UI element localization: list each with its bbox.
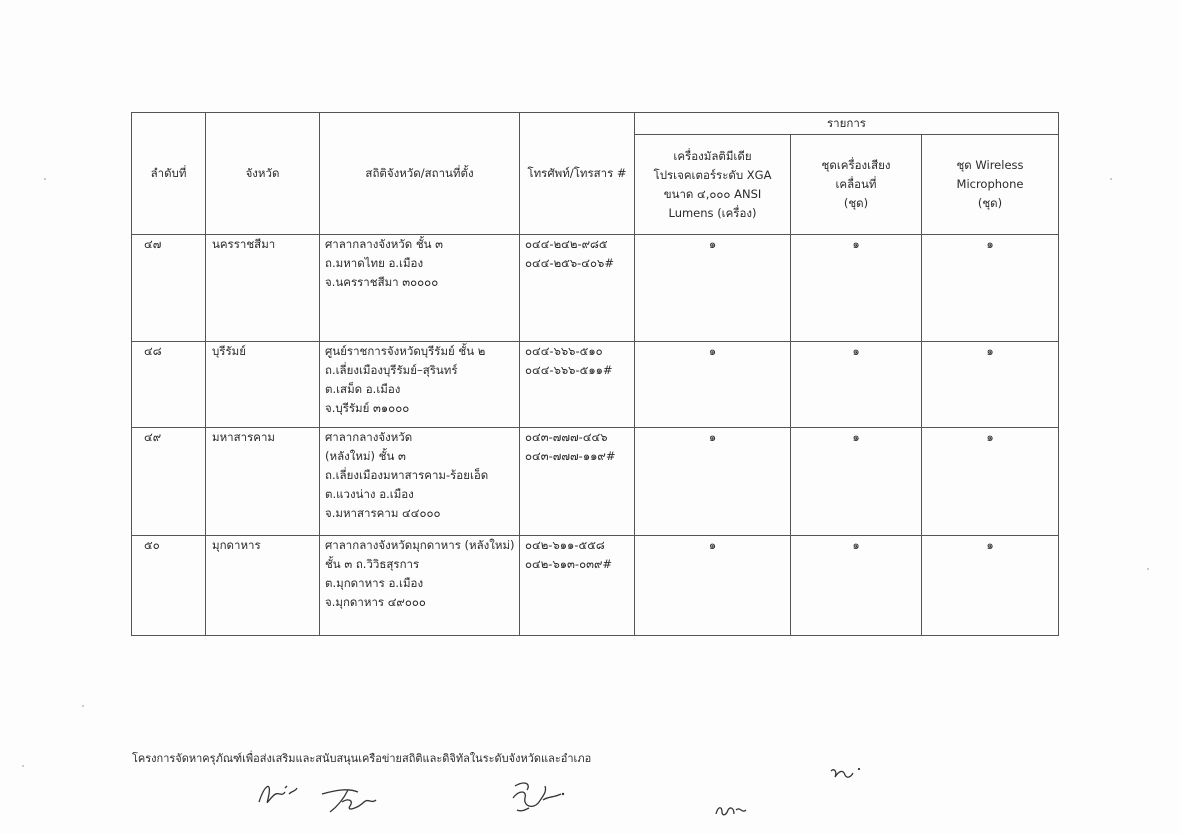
scan-speck: [44, 178, 46, 180]
row-location: ศาลากลางจังหวัดมุกดาหาร (หลังใหม่) ชั้น ๓ ถ.วิวิธสุรการ ต.มุกดาหาร อ.เมือง จ.มุกดาหาร ๔๙๐๐๐: [320, 536, 520, 636]
header-line: ขนาด ๔,๐๐๐ ANSI: [663, 186, 762, 201]
signature-2: [318, 782, 380, 816]
row-location: ศาลากลางจังหวัด ชั้น ๓ ถ.มหาดไทย อ.เมือง จ.นครราชสีมา ๓๐๐๐๐: [320, 235, 520, 342]
row-phone: ๐๔๒-๖๑๑-๕๕๘ ๐๔๒-๖๑๓-๐๓๙#: [520, 536, 635, 636]
scan-speck: [1110, 178, 1112, 180]
header-line: Microphone: [956, 177, 1024, 191]
scan-speck: [22, 765, 24, 767]
row-province: มุกดาหาร: [206, 536, 320, 636]
row-qty-wireless-mic: ๑: [922, 536, 1059, 636]
row-province: นครราชสีมา: [206, 235, 320, 342]
equipment-table: [131, 112, 1059, 636]
signature-4: [712, 800, 750, 820]
row-qty-wireless-mic: ๑: [922, 428, 1059, 536]
header-index: ลำดับที่: [132, 113, 206, 235]
footer-project-text: โครงการจัดหาครุภัณฑ์เพื่อส่งเสริมและสนับสนุนเครือข่ายสถิติและดิจิทัลในระดับจังหวัดและอำเภอ: [132, 752, 592, 765]
row-index: ๔๗: [132, 235, 206, 342]
row-province: มหาสารคาม: [206, 428, 320, 536]
header-items-group: รายการ: [635, 113, 1059, 135]
row-qty-projector: ๑: [635, 428, 791, 536]
scan-speck: [82, 705, 84, 707]
row-qty-projector: ๑: [635, 235, 791, 342]
row-phone: ๐๔๔-๖๖๖-๕๑๐ ๐๔๔-๖๖๖-๕๑๑#: [520, 342, 635, 428]
table-row: [132, 536, 1059, 636]
row-location: ศาลากลางจังหวัด (หลังใหม่) ชั้น ๓ ถ.เลี่ยงเมืองมหาสารคาม-ร้อยเอ็ด ต.แวงน่าง อ.เมือง จ.มหาสารคาม ๔๔๐๐๐: [320, 428, 520, 536]
row-index: ๔๙: [132, 428, 206, 536]
row-phone: ๐๔๓-๗๗๗-๔๔๖ ๐๔๓-๗๗๗-๑๑๙#: [520, 428, 635, 536]
header-line: เครื่องมัลติมีเดีย: [673, 148, 752, 163]
row-location: ศูนย์ราชการจังหวัดบุรีรัมย์ ชั้น ๒ ถ.เลี่ยงเมืองบุรีรัมย์–สุรินทร์ ต.เสม็ด อ.เมือง จ.บุรีรัมย์ ๓๑๐๐๐: [320, 342, 520, 428]
row-province: บุรีรัมย์: [206, 342, 320, 428]
signature-1: [255, 778, 301, 808]
header-line: โปรเจคเตอร์ระดับ XGA: [653, 167, 772, 182]
row-qty-sound-set: ๑: [791, 536, 922, 636]
row-index: ๔๘: [132, 342, 206, 428]
table-row: [132, 428, 1059, 536]
header-item-sound-set: [791, 135, 922, 235]
signature-3: [505, 776, 567, 814]
table-row: [132, 342, 1059, 428]
row-qty-sound-set: ๑: [791, 428, 922, 536]
header-line: ชุด Wireless: [956, 158, 1024, 172]
header-line: เคลื่อนที่: [835, 177, 877, 191]
scan-speck: [1147, 568, 1149, 570]
header-item-wireless-mic: [922, 135, 1059, 235]
header-line: ชุดเครื่องเสียง: [821, 158, 891, 172]
signature-5: [827, 763, 865, 785]
row-qty-sound-set: ๑: [791, 235, 922, 342]
header-line: (ชุด): [977, 196, 1003, 210]
row-index: ๕๐: [132, 536, 206, 636]
header-phone: โทรศัพท์/โทรสาร #: [520, 113, 635, 235]
row-qty-projector: ๑: [635, 536, 791, 636]
header-item-projector: [635, 135, 791, 235]
row-phone: ๐๔๔-๒๔๒-๙๘๕ ๐๔๔-๒๕๖-๔๐๖#: [520, 235, 635, 342]
header-location: สถิติจังหวัด/สถานที่ตั้ง: [320, 113, 520, 235]
table-row: [132, 235, 1059, 342]
header-line: Lumens (เครื่อง): [668, 205, 757, 220]
row-qty-projector: ๑: [635, 342, 791, 428]
row-qty-wireless-mic: ๑: [922, 235, 1059, 342]
header-province: จังหวัด: [206, 113, 320, 235]
row-qty-sound-set: ๑: [791, 342, 922, 428]
header-line: (ชุด): [843, 196, 869, 210]
row-qty-wireless-mic: ๑: [922, 342, 1059, 428]
